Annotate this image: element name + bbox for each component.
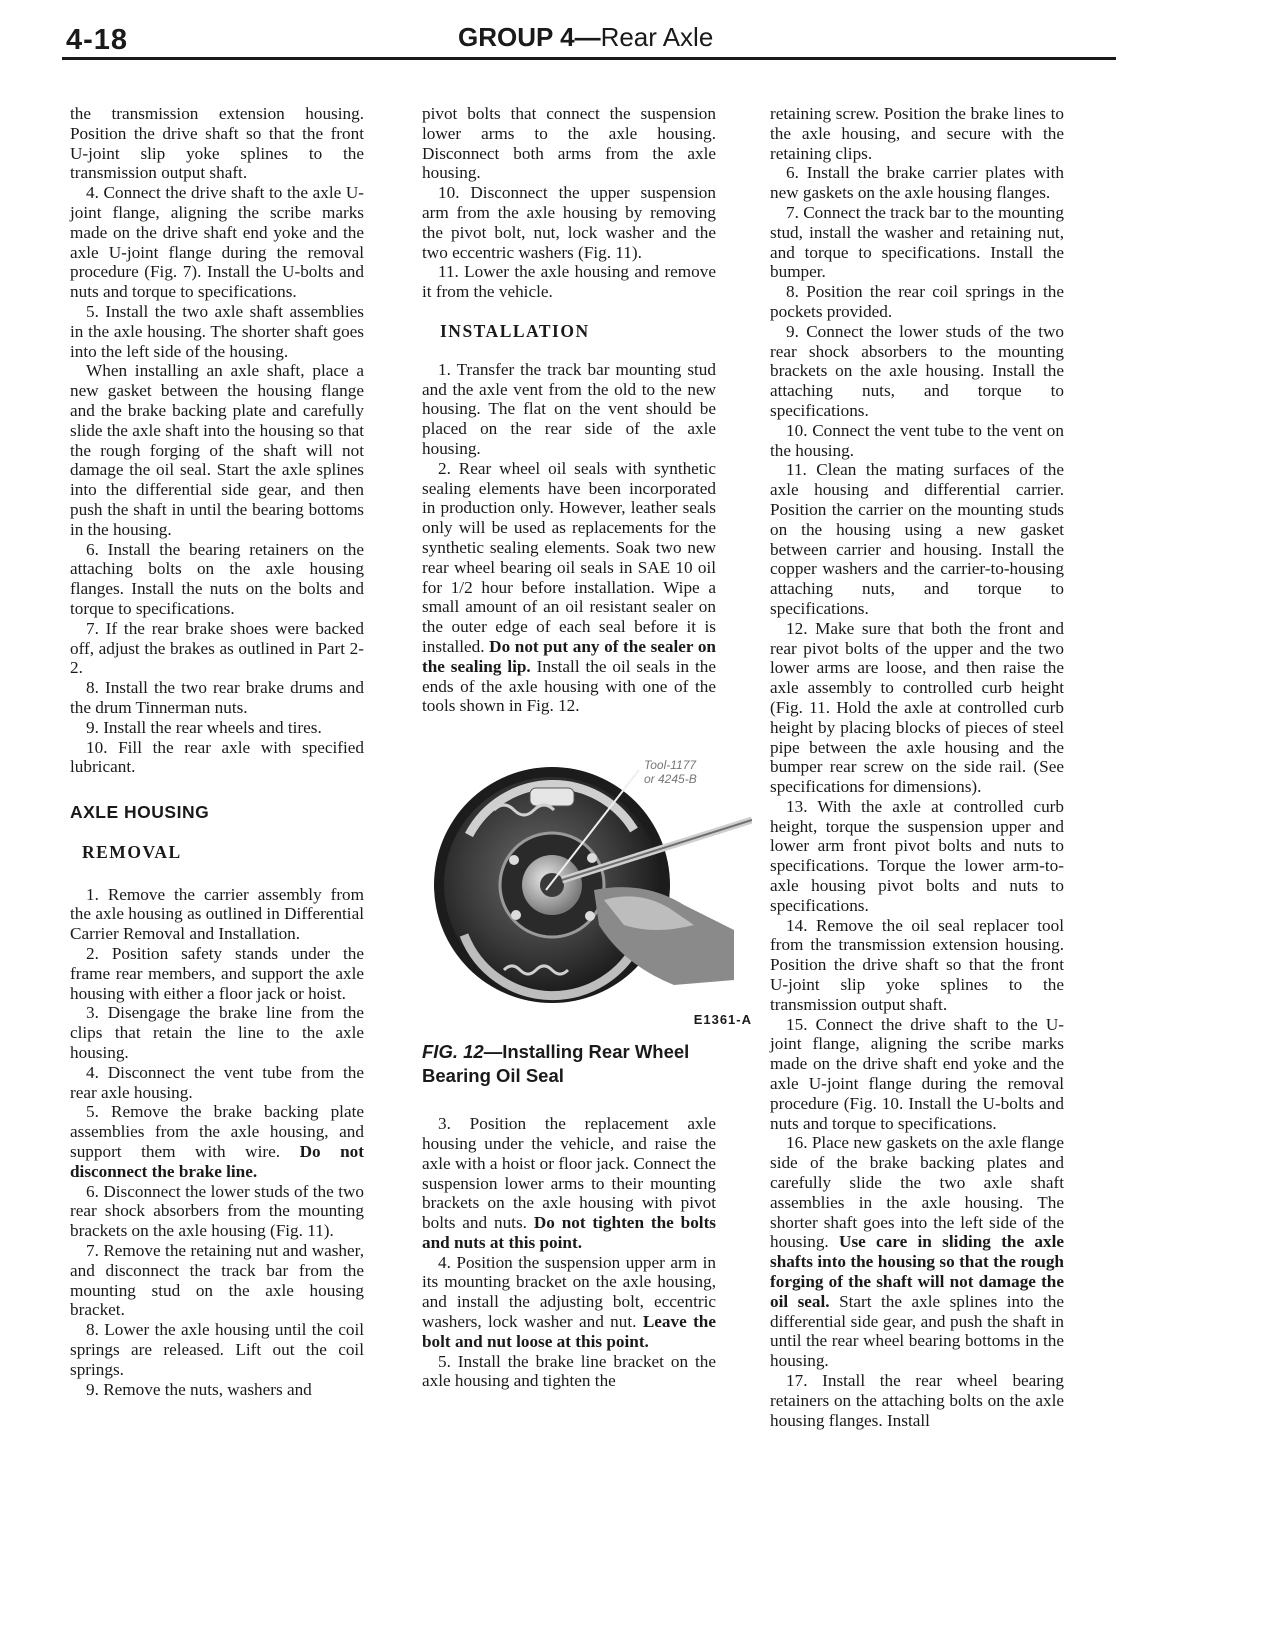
- figure-code: E1361-A: [693, 1012, 752, 1028]
- bold-warning: Do not tighten the bolts and nuts at this point.: [422, 1213, 716, 1252]
- figure-caption: [422, 1040, 716, 1088]
- paragraph: pivot bolts that connect the suspension lower arms to the axle housing. Disconnect both arms from the axle housing.: [422, 104, 716, 183]
- paragraph: 7. Connect the track bar to the mounting stud, install the washer and retaining nut, and torque to specifications. Install the bumper.: [770, 202, 1064, 282]
- paragraph: 2. Position safety stands under the frame rear members, and support the axle housing with either a floor jack or hoist.: [70, 944, 364, 1003]
- tool-number-alt: or 4245-B: [644, 772, 697, 787]
- paragraph: 8. Install the two rear brake drums and the drum Tinnerman nuts.: [70, 678, 364, 717]
- brake-backing-plate-illustration: [434, 740, 752, 1040]
- paragraph: 1. Transfer the track bar mounting stud and the axle vent from the old to the new housing. The flat on the vent should be placed on the rear side of the axle housing.: [422, 359, 716, 458]
- paragraph: 14. Remove the oil seal replacer tool from the transmission extension housing. Position the drive shaft so that the front U-joint slip yoke splines to the transmission output shaft.: [770, 915, 1064, 1014]
- column-1: [70, 104, 364, 1399]
- bold-warning: Do not put any of the sealer on the sealing lip.: [422, 636, 716, 676]
- bold-warning: Leave the bolt and nut loose at this point.: [422, 1312, 716, 1351]
- paragraph: 5. Install the brake line bracket on the axle housing and tighten the: [422, 1351, 716, 1391]
- paragraph: 1. Remove the carrier assembly from the axle housing as outlined in Differential Carrier Removal and Installation.: [70, 884, 364, 944]
- figure-number: FIG. 12: [422, 1041, 484, 1063]
- paragraph: 5. Install the two axle shaft assemblies in the axle housing. The shorter shaft goes into the left side of the housing.: [70, 301, 364, 361]
- paragraph: 11. Lower the axle housing and remove it from the vehicle.: [422, 262, 716, 302]
- section-title: Rear Axle: [600, 22, 714, 52]
- page-number: 4-18: [66, 24, 129, 56]
- paragraph: 15. Connect the drive shaft to the U-joint flange, aligning the scribe marks made on the drive shaft end yoke and the axle U-joint flange during the removal procedure (Fig. 10. Install the U-bolts and nuts and torque to specifications.: [770, 1014, 1064, 1133]
- paragraph-text: 3. Position the replacement axle housing under the vehicle, and raise the axle with a hoist or floor jack. Connect the suspension lower arms to their mounting brackets on the axle housing with pivot bolts and nuts.: [422, 1114, 716, 1233]
- paragraph: 9. Remove the nuts, washers and: [86, 1379, 312, 1399]
- paragraph-text: 4. Position the suspension upper arm in its mounting bracket on the axle housing, and install the adjusting bolt, eccentric washers, lock washer and nut.: [422, 1252, 716, 1332]
- paragraph: 12. Make sure that both the front and rear pivot bolts of the upper and the two lower arms are loose, and then raise the axle assembly to controlled curb height (Fig. 11. Hold the axle at controlled curb height by placing blocks of pieces of steel pipe between the axle housing and the bumper rear screw on the side rail. (See specifications for dimensions).: [770, 618, 1064, 797]
- paragraph: 7. Remove the retaining nut and washer, and disconnect the track bar from the mounting stud on the axle housing bracket.: [70, 1241, 364, 1320]
- bold-warning: Do not disconnect the brake line.: [70, 1142, 365, 1181]
- subsection-heading: REMOVAL: [82, 841, 182, 862]
- paragraph: 11. Clean the mating surfaces of the axle housing and differential carrier. Position the carrier on the mounting studs on the housing using a new gasket between carrier and housing. Install the copper washers and the carrier-to-housing attaching nuts, and torque to specifications.: [770, 460, 1064, 618]
- paragraph: [770, 1133, 1064, 1371]
- page-header-title: [458, 22, 713, 53]
- figure-12-image: [434, 740, 752, 1040]
- paragraph: [422, 1114, 716, 1253]
- paragraph-text: 5. Remove the brake backing plate assemblies from the axle housing, and support them with wire.: [70, 1102, 364, 1162]
- column-2: [422, 104, 752, 1391]
- paragraph: 9. Connect the lower studs of the two rear shock absorbers to the mounting brackets on the axle housing. Install the attaching nuts, and torque to specifications.: [770, 321, 1064, 420]
- paragraph: the transmission extension housing. Position the drive shaft so that the front U-joint slip yoke splines to the transmission output shaft.: [70, 104, 364, 183]
- tool-number: Tool-1177: [644, 758, 697, 773]
- paragraph: 13. With the axle at controlled curb height, torque the suspension upper and lower arm front pivot bolts and nuts to specifications. Torque the lower arm-to-axle housing pivot bolts and nuts to specifications.: [770, 796, 1064, 915]
- header-separator: —: [574, 22, 601, 52]
- paragraph: 9. Install the rear wheels and tires.: [86, 717, 322, 737]
- column-3: [770, 104, 1064, 1430]
- paragraph: 3. Disengage the brake line from the clips that retain the line to the axle housing.: [70, 1003, 364, 1063]
- paragraph-text: Install the oil seals in the ends of the axle housing with one of the tools shown in Fig. 12.: [422, 656, 716, 716]
- paragraph: 6. Install the bearing retainers on the attaching bolts on the axle housing flanges. Install the nuts on the bolts and torque to specifications.: [70, 539, 364, 618]
- paragraph: [422, 459, 716, 716]
- paragraph-text: 2. Rear wheel oil seals with synthetic sealing elements have been incorporated in production only. However, leather seals only will be used as replacements for the synthetic sealing elements. Soak two new rear wheel bearing oil seals in SAE 10 oil for 1/2 hour before installation. Wipe a small amount of an oil resistant sealer on the outer edge of each seal before it is installed.: [422, 458, 716, 656]
- paragraph: retaining screw. Position the brake lines to the axle housing, and secure with the retaining clips.: [770, 104, 1064, 163]
- paragraph: 8. Position the rear coil springs in the pockets provided.: [770, 282, 1064, 321]
- paragraph: 8. Lower the axle housing until the coil springs are released. Lift out the coil springs.: [70, 1320, 364, 1379]
- paragraph: 4. Disconnect the vent tube from the rear axle housing.: [70, 1062, 364, 1102]
- paragraph: 10. Connect the vent tube to the vent on the housing.: [770, 420, 1064, 460]
- subsection-heading: INSTALLATION: [440, 320, 590, 341]
- paragraph: 6. Install the brake carrier plates with new gaskets on the axle housing flanges.: [770, 163, 1064, 203]
- section-heading: AXLE HOUSING: [70, 802, 210, 823]
- header-rule: [62, 57, 1116, 60]
- caption-text: Installing Rear Wheel Bearing Oil Seal: [422, 1041, 690, 1087]
- paragraph-text: 16. Place new gaskets on the axle flange side of the brake backing plates and carefully slide the two axle shaft assemblies in the axle housing. The shorter shaft goes into the left side of the housing.: [770, 1133, 1064, 1252]
- paragraph: [422, 1253, 716, 1352]
- paragraph: 10. Disconnect the upper suspension arm from the axle housing by removing the pivot bolt, nut, lock washer and the two eccentric washers (Fig. 11).: [422, 183, 716, 262]
- paragraph: 4. Connect the drive shaft to the axle U-joint flange, aligning the scribe marks made on the drive shaft end yoke and the axle U-joint flange during the removal procedure (Fig. 7). Install the U-bolts and nuts and torque to specifications.: [70, 183, 364, 302]
- group-label: GROUP 4: [458, 22, 575, 52]
- tool-label: [644, 758, 697, 786]
- paragraph: 7. If the rear brake shoes were backed off, adjust the brakes as outlined in Part 2-2.: [70, 618, 364, 678]
- paragraph-text: Start the axle splines into the differential side gear, and push the shaft in until the rear wheel bearing bottoms in the housing.: [770, 1291, 1064, 1371]
- bold-warning: Use care in sliding the axle shafts into the housing so that the rough forging of the shaft will not damage the oil seal.: [770, 1232, 1064, 1311]
- paragraph: 17. Install the rear wheel bearing retainers on the attaching bolts on the axle housing flanges. Install: [770, 1371, 1064, 1430]
- caption-dash: —: [483, 1041, 503, 1063]
- paragraph: When installing an axle shaft, place a new gasket between the housing flange and the brake backing plate and carefully slide the axle shaft into the housing so that the rough forging of the shaft will not damage the oil seal. Start the axle splines into the differential side gear, and then push the shaft in until the bearing bottoms in the housing.: [70, 361, 364, 539]
- paragraph: [70, 1102, 364, 1181]
- paragraph: 10. Fill the rear axle with specified lubricant.: [70, 737, 364, 777]
- paragraph: 6. Disconnect the lower studs of the two rear shock absorbers from the mounting brackets on the axle housing (Fig. 11).: [70, 1181, 364, 1241]
